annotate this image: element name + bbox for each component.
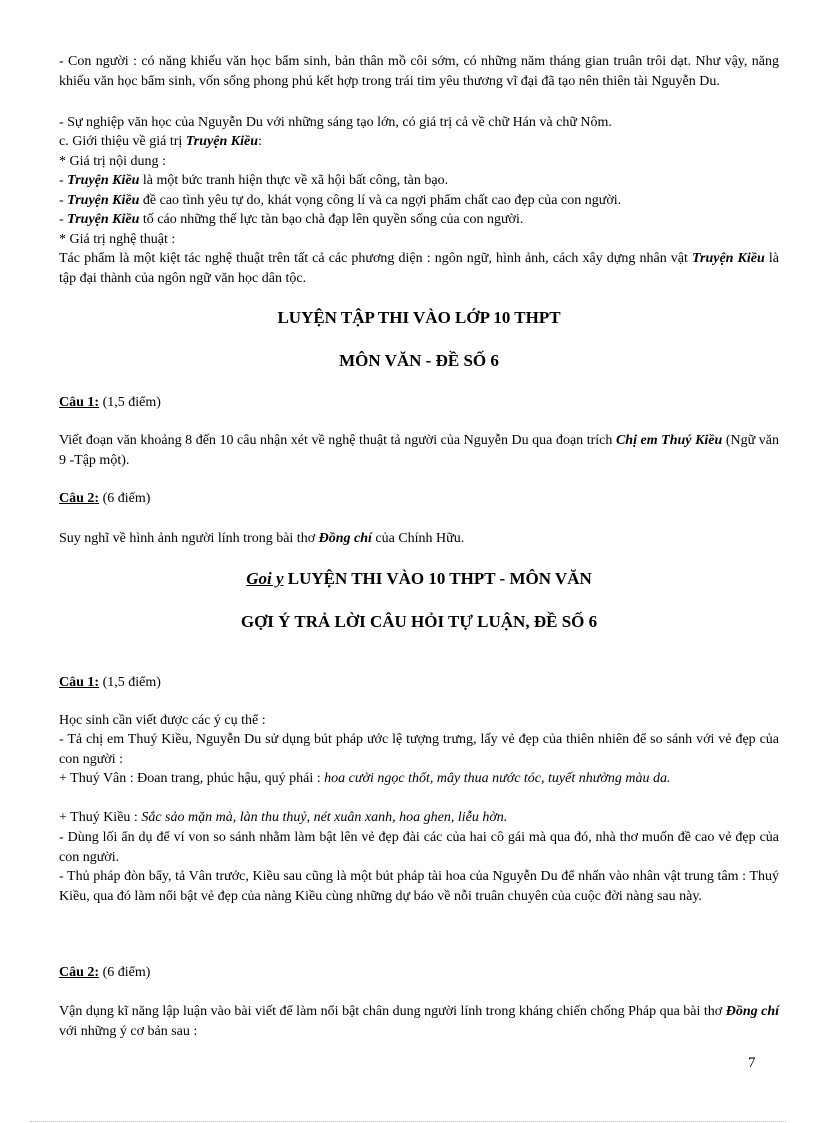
answer-1-point-4: - Dùng lối ẩn dụ để ví von so sánh nhằm làm bật lên vẻ đẹp đài các của hai cô gái mà qua đó, nhà thơ muốn đề cao vẻ đẹp của con người.	[59, 830, 779, 865]
answer-subtitle: GỢI Ý TRẢ LỜI CÂU HỎI TỰ LUẬN, ĐỀ SỐ 6	[240, 612, 598, 631]
content-value-item-3: - Truyện Kiều tố cáo những thế lực tàn bạo chà đạp lên quyền sống của con người.	[59, 212, 524, 227]
answer-1-point-5: - Thủ pháp đòn bẩy, tả Vân trước, Kiều sau cũng là một bút pháp tài hoa của Nguyễn Du để nhấn vào nhân vật trung tâm : Thuý Kiều, qua đó làm nổi bật vẻ đẹp của nàng Kiều cùng những dự báo về nỗi truân chuyên của cuộc đời nàng sau này.	[59, 869, 779, 904]
paragraph-su-nghiep: - Sự nghiệp văn học của Nguyễn Du với những sáng tạo lớn, có giá trị cả về chữ Hán và chữ Nôm.	[59, 115, 612, 130]
answer-2-text: Vận dụng kĩ năng lập luận vào bài viết để làm nổi bật chân dung người lính trong kháng chiến chống Pháp qua bài thơ Đồng chí với những ý cơ bản sau :	[59, 1004, 779, 1039]
answer-1-point-1: - Tả chị em Thuý Kiều, Nguyễn Du sử dụng bút pháp ước lệ tượng trưng, lấy vẻ đẹp của thiên nhiên để so sánh với vẻ đẹp của con người :	[59, 732, 779, 767]
art-value-heading: * Giá trị nghệ thuật :	[59, 232, 176, 247]
footer-divider	[30, 1121, 786, 1122]
answer-1-point-3: + Thuý Kiều : Sắc sảo mặn mà, làn thu thuỷ, nét xuân xanh, hoa ghen, liễu hờn.	[59, 810, 508, 825]
answer-1-point-2: + Thuý Vân : Đoan trang, phúc hậu, quý phái : hoa cười ngọc thốt, mây thua nước tóc, tuyết nhường màu da.	[59, 771, 671, 786]
question-1-label: Câu 1: (1,5 điểm)	[59, 395, 161, 410]
question-1-text: Viết đoạn văn khoảng 8 đến 10 câu nhận xét về nghệ thuật tả người của Nguyễn Du qua đoạn trích Chị em Thuý Kiều (Ngữ văn 9 -Tập một).	[59, 433, 780, 468]
question-2-text: Suy nghĩ về hình ảnh người lính trong bài thơ Đồng chí của Chính Hữu.	[59, 531, 465, 546]
art-value-paragraph: Tác phẩm là một kiệt tác nghệ thuật trên tất cả các phương diện : ngôn ngữ, hình ảnh, cách xây dựng nhân vật Truyện Kiều là tập đại thành của ngôn ngữ văn học dân tộc.	[59, 251, 779, 286]
answer-2-label: Câu 2: (6 điểm)	[59, 965, 151, 980]
question-2-label: Câu 2: (6 điểm)	[59, 491, 151, 506]
exam-title: LUYỆN TẬP THI VÀO LỚP 10 THPT	[277, 308, 561, 327]
paragraph-con-nguoi: - Con người : có năng khiếu văn học bẩm sinh, bản thân mồ côi sớm, có những năm tháng gian truân trôi dạt. Như vậy, năng khiếu văn học bẩm sinh, vốn sống phong phú kết hợp trong trái tim yêu thương vĩ đại đã tạo nên thiên tài Nguyễn Du.	[59, 54, 779, 89]
answer-1-label: Câu 1: (1,5 điểm)	[59, 675, 161, 690]
content-value-item-1: - Truyện Kiều là một bức tranh hiện thực về xã hội bất công, tàn bạo.	[59, 173, 449, 188]
answer-1-intro: Học sinh cần viết được các ý cụ thể :	[59, 713, 266, 728]
page-number: 7	[748, 1055, 756, 1071]
section-c-heading: c. Giới thiệu về giá trị Truyện Kiều:	[59, 134, 262, 149]
content-value-item-2: - Truyện Kiều đề cao tình yêu tự do, khát vọng công lí và ca ngợi phẩm chất cao đẹp của con người.	[59, 193, 622, 208]
exam-subtitle: MÔN VĂN - ĐỀ SỐ 6	[339, 351, 499, 370]
answer-title: Goi y LUYỆN THI VÀO 10 THPT - MÔN VĂN	[246, 569, 592, 588]
content-value-heading: * Giá trị nội dung :	[59, 154, 166, 169]
